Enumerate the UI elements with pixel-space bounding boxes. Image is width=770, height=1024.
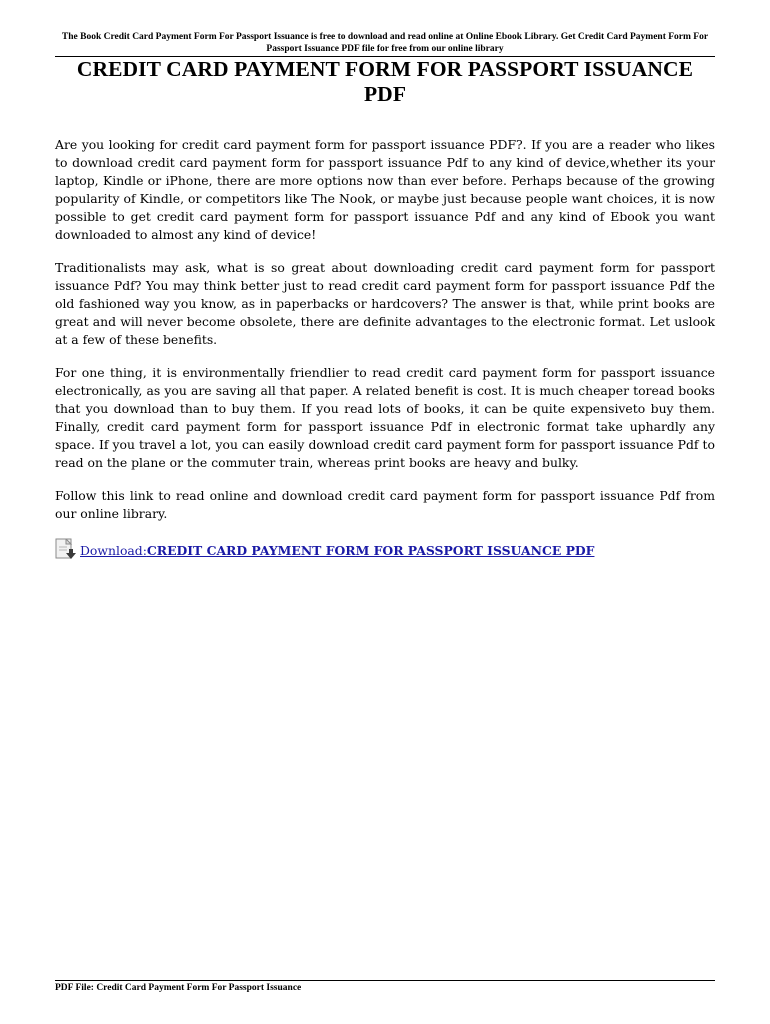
footer-divider: [55, 980, 715, 981]
download-icon[interactable]: [55, 538, 77, 560]
paragraph-follow-link: Follow this link to read online and download credit card payment form for passport issuance Pdf from our online library.: [55, 488, 715, 521]
download-pdf-link[interactable]: CREDIT CARD PAYMENT FORM FOR PASSPORT ISSUANCE PDF: [146, 543, 595, 558]
footer-note: PDF File: Credit Card Payment Form For Passport Issuance: [55, 983, 302, 993]
header-note: The Book Credit Card Payment Form For Passport Issuance is free to download and read online at Online Ebook Library. Get Credit Card Payment Form For Passport Issuance PDF file for free from our online library: [61, 32, 709, 54]
page-title: CREDIT CARD PAYMENT FORM FOR PASSPORT ISSUANCE PDF: [76, 57, 694, 106]
paragraph-traditionalists: Traditionalists may ask, what is so great about downloading credit card payment form for passport issuance Pdf? You may think better just to read credit card payment form for passport issuance Pdf the old fashioned way you know, as in paperbacks or hardcovers? The answer is that, while print books are great and will never become obsolete, there are definite advantages to the electronic format. Let uslook at a few of these benefits.: [55, 260, 715, 347]
download-line: [55, 538, 715, 560]
paragraph-benefits: For one thing, it is environmentally friendlier to read credit card payment form for passport issuance electronically, as you are saving all that paper. A related benefit is cost. It is much cheaper toread books that you download than to buy them. If you read lots of books, it can be quite expensiveto buy them. Finally, credit card payment form for passport issuance Pdf in electronic format take uphardly any space. If you travel a lot, you can easily download credit card payment form for passport issuance Pdf to read on the plane or the commuter train, whereas print books are heavy and bulky.: [55, 365, 715, 470]
document-page: [55, 0, 715, 1024]
article-body: [55, 136, 715, 560]
download-label[interactable]: Download:: [80, 543, 147, 558]
paragraph-intro: Are you looking for credit card payment form for passport issuance PDF?. If you are a reader who likes to download credit card payment form for passport issuance Pdf to any kind of device,whether its your laptop, Kindle or iPhone, there are more options now than ever before. Perhaps because of the growing popularity of Kindle, or competitors like The Nook, or maybe just because people want choices, it is now possible to get credit card payment form for passport issuance Pdf and any kind of Ebook you want downloaded to almost any kind of device!: [55, 137, 715, 242]
